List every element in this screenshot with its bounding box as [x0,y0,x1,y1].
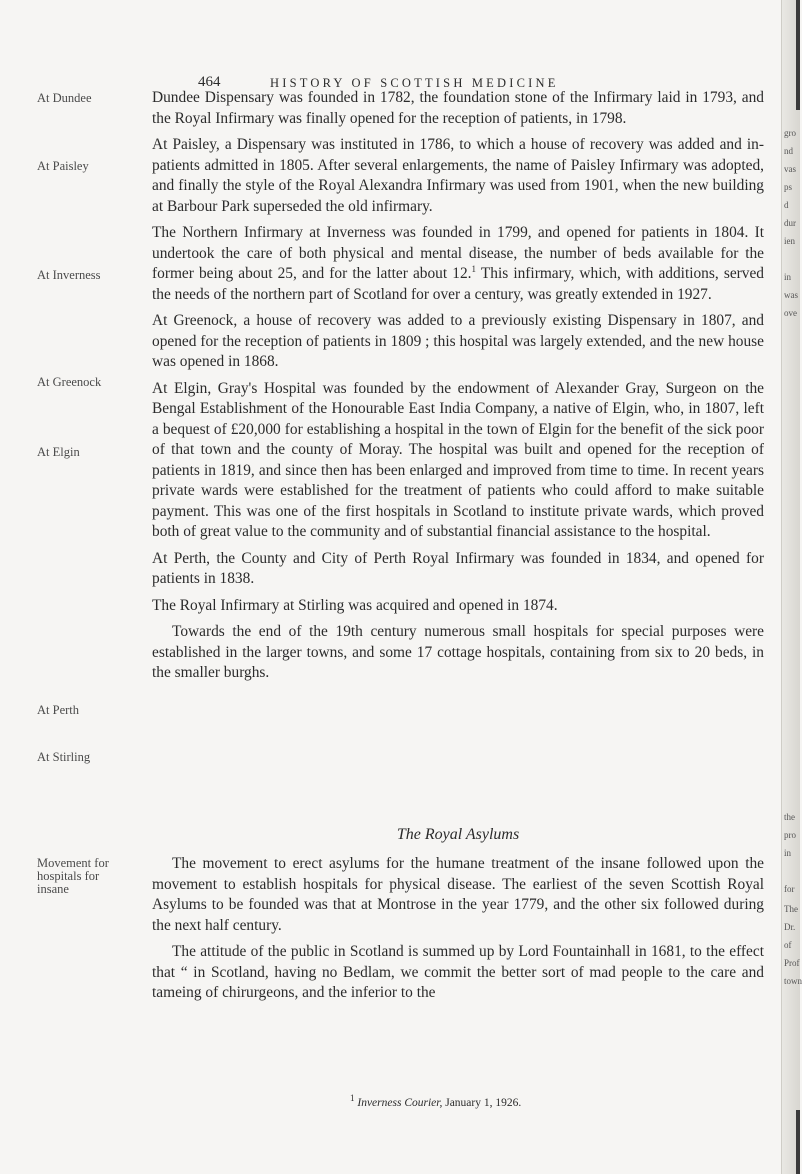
paragraph-stirling: The Royal Infirmary at Stirling was acquired and opened in 1874. [152,596,558,614]
running-title: HISTORY OF SCOTTISH MEDICINE [270,76,559,90]
paragraph-paisley: At Paisley, a Dispensary was instituted in 1786, to which a house of recovery was added and in-patients admitted in 1805. After several enlargements, the name of Paisley Infirmary was adopted, and finally the style of the Royal Alexandra Infirmary was used from 1901, when the new building at Barbour Park superseded the old infirmary. [152,136,764,215]
edge-fragment: nd [784,146,793,156]
edge-fragment: ien [784,236,795,246]
footnote-marker: 1 [350,1093,355,1104]
margin-note-inverness: At Inverness [37,268,101,282]
asylums-text [152,854,764,1004]
edge-fragment: d [784,200,789,210]
margin-note-perth: At Perth [37,703,80,717]
footnote-source: Inverness Courier, [357,1097,443,1109]
adjacent-page-edge [781,0,800,1174]
paragraph-greenock: At Greenock, a house of recovery was added to a previously existing Dispensary in 1807, and opened for the reception of patients in 1809 ; this hospital was largely extended, and the new house was opened in 1868. [152,312,764,370]
edge-fragment: The [784,904,798,914]
paragraph-dundee: Dundee Dispensary was founded in 1782, the foundation stone of the Infirmary laid in 1793, and the Royal Infirmary was finally opened for the reception of patients, in 1798. [152,89,764,127]
paragraph-perth: At Perth, the County and City of Perth Royal Infirmary was founded in 1834, and opened for patients in 1838. [152,549,764,587]
edge-fragment: ps [784,182,793,192]
paragraph-inverness [152,223,764,305]
paragraph-elgin: At Elgin, Gray's Hospital was founded by the endowment of Alexander Gray, Surgeon on the Bengal Establishment of the Honourable East India Company, a native of Elgin, who, in 1807, left a bequest of £20,000 for establishing a hospital in the town of Elgin for the benefit of the sick poor of that town and the county of Moray. The hospital was built and opened for the reception of patients in 1819, and since then has been enlarged and improved from time to time. In recent years private wards were established for the treatment of patients who could afford to make suitable payment. This was one of the first hospitals in Scotland to institute private wards, which proved both of great value to the community and of substantial financial assistance to the hospital. [152,379,764,540]
paragraph-asylums-1: The movement to erect asylums for the humane treatment of the insane followed upon the movement to establish hospitals for physical disease. The earliest of the seven Scottish Royal Asylums to be founded was that at Montrose in the year 1779, and the other six followed during the next half century. [152,855,764,934]
footnote [350,1093,522,1109]
edge-fragment: Dr. [784,922,796,932]
edge-fragment: of [784,940,792,950]
margin-note-elgin: At Elgin [37,445,80,459]
edge-fragment: for [784,884,795,894]
margin-note-stirling: At Stirling [37,750,91,764]
edge-fragment: in [784,848,792,858]
paragraph-inverness-a: The Northern Infirmary at Inverness was founded in 1799, and opened for patients in 1804. It undertook the care of both physical and mental disease, the number of beds available for the former being about 25, and for the latter about 12. [152,224,764,282]
paragraph-inverness-b: This infirmary, which, with additions, served the needs of the northern part of Scotland for over a century, was greatly extended in 1927. [152,265,764,303]
footnote-date: January 1, 1926. [445,1097,522,1109]
edge-fragment: ove [784,308,797,318]
edge-fragment: the [784,812,795,822]
section-heading: The Royal Asylums [396,826,520,843]
margin-note-greenock: At Greenock [37,375,102,389]
edge-fragment: in [784,272,792,282]
edge-fragment: vas [784,164,796,174]
paragraph-asylums-2: The attitude of the public in Scotland is summed up by Lord Fountainhall in 1681, to the effect that “ in Scotland, having no Bedlam, we commit the better sort of mad people to the care and tameing of chirurgeons, and the inferior to the [152,943,764,1001]
edge-fragment: pro [784,830,796,840]
margin-note-paisley: At Paisley [37,159,89,173]
page-number: 464 [198,74,221,90]
margin-note-asylums: Movement for hospitals for insane [37,856,109,896]
edge-fragment: dur [784,218,796,228]
edge-fragment: town [784,976,802,986]
edge-fragment: Prof [784,958,800,968]
edge-fragment: was [784,290,798,300]
footnote-ref: 1 [471,263,477,274]
binding-shadow [796,0,800,110]
margin-note-dundee: At Dundee [37,91,92,105]
binding-shadow [796,1110,800,1174]
edge-fragment: gro [784,128,796,138]
main-text [152,88,764,684]
paragraph-cottage: Towards the end of the 19th century numerous small hospitals for special purposes were established in the larger towns, and some 17 cottage hospitals, containing from six to 20 beds, in the smaller burghs. [152,623,764,681]
